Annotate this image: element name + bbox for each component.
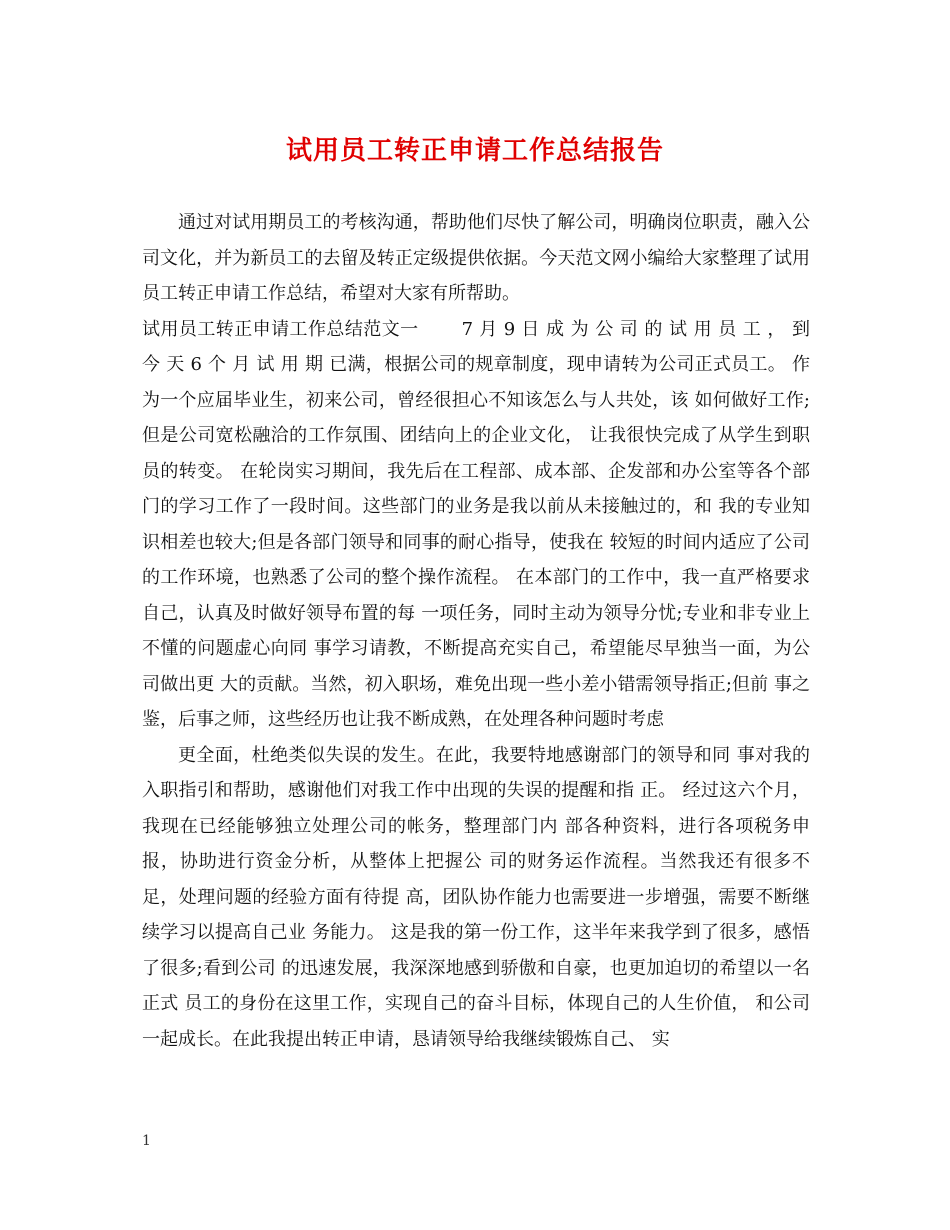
- document-body: [142, 205, 810, 1057]
- document-title: 试用员工转正申请工作总结报告: [285, 136, 664, 166]
- sample-paragraph-1: 试用员工转正申请工作总结范文一 7 月 9 日 成 为 公 司 的 试 用 员 工 ， 到 今 天 6 个 月 试 用 期 已满，根据公司的规章制度，现申请转为公司正式员工。 作为一个应届毕业生，初来公司，曾经很担心不知该怎么与人共处，该 如何做好工作;但是公司宽松融洽的工作氛围、团结向上的企业文化， 让我很快完成了从学生到职员的转变。 在轮岗实习期间，我先后在工程部、成本部、企发部和办公室等各个部 门的学习工作了一段时间。这些部门的业务是我以前从未接触过的，和 我的专业知识相差也较大;但是各部门领导和同事的耐心指导，使我在 较短的时间内适应了公司的工作环境，也熟悉了公司的整个操作流程。 在本部门的工作中，我一直严格要求自己，认真及时做好领导布置的每 一项任务，同时主动为领导分忧;专业和非专业上不懂的问题虚心向同 事学习请教，不断提高充实自己，希望能尽早独当一面，为公司做出更 大的贡献。当然，初入职场，难免出现一些小差小错需领导指正;但前 事之鉴，后事之师，这些经历也让我不断成熟，在处理各种问题时考虑: [142, 318, 810, 730]
- intro-paragraph: 通过对试用期员工的考核沟通，帮助他们尽快了解公司，明确岗位职责，融入公司文化，并为新员工的去留及转正定级提供依据。今天范文网小编给大家整理了试用员工转正申请工作总结，希望对大家有所帮助。: [142, 212, 810, 304]
- sample-paragraph-2: 更全面，杜绝类似失误的发生。在此，我要特地感谢部门的领导和同 事对我的入职指引和帮助，感谢他们对我工作中出现的失误的提醒和指 正。 经过这六个月，我现在已经能够独立处理公司的帐务，整理部门内 部各种资料，进行各项税务申报，协助进行资金分析，从整体上把握公 司的财务运作流程。当然我还有很多不足，处理问题的经验方面有待提 高，团队协作能力也需要进一步增强，需要不断继续学习以提高自己业 务能力。 这是我的第一份工作，这半年来我学到了很多，感悟了很多;看到公司 的迅速发展，我深深地感到骄傲和自豪，也更加迫切的希望以一名正式 员工的身份在这里工作，实现自己的奋斗目标，体现自己的人生价值， 和公司一起成长。在此我提出转正申请，恳请领导给我继续锻炼自己、 实: [142, 744, 810, 1050]
- page-number: 1: [142, 1133, 151, 1149]
